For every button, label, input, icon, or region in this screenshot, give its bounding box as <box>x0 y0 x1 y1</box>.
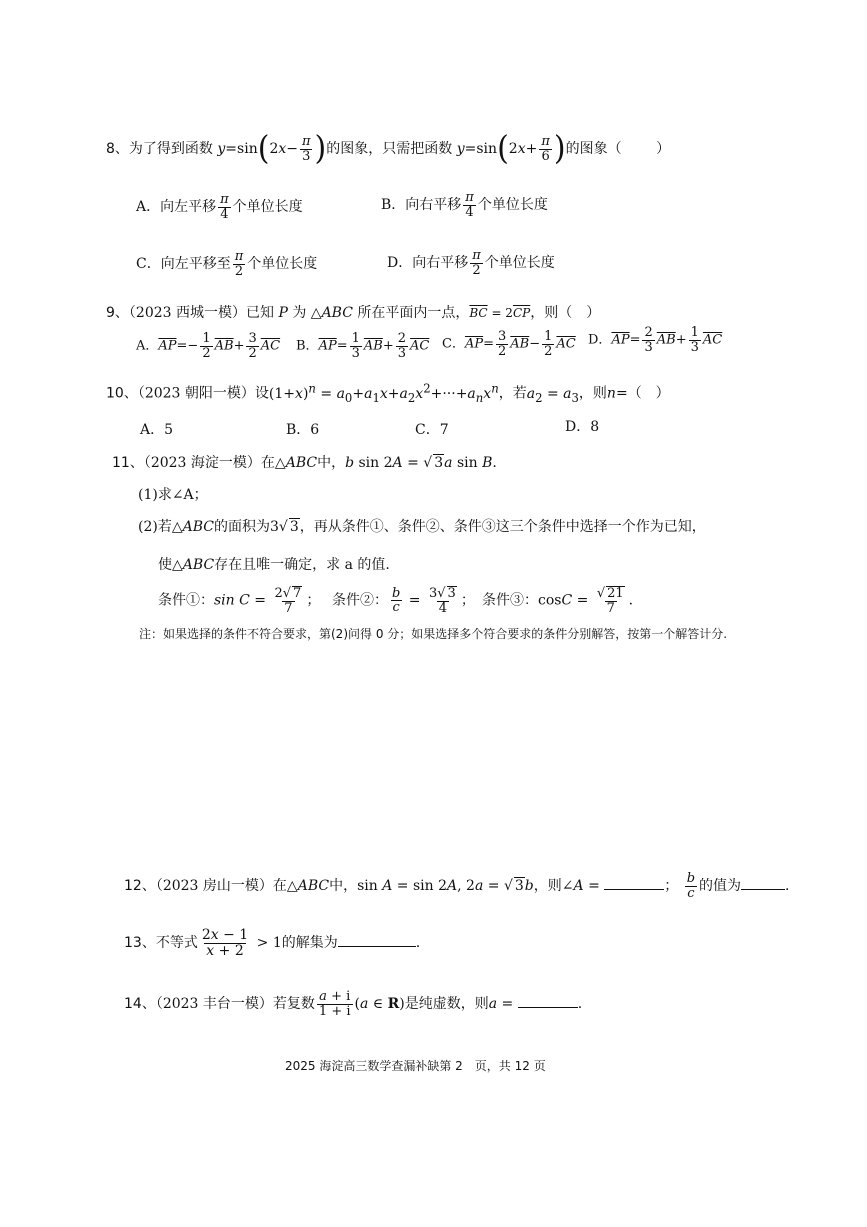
option-b <box>381 191 548 219</box>
question-text: 已知 <box>246 305 275 321</box>
fraction: $\frac{b}{c}$ <box>686 871 696 901</box>
option-c: C．7 <box>415 422 449 438</box>
condition-2: 条件②： $\frac{b}{c}$ = $\frac{3√ 3}{4}$ ； <box>332 585 475 616</box>
question-text: 设 <box>254 385 269 402</box>
option-c: C．$\overline{AP}=$ $\frac{3}{2}$ $\overline{AB}-$ $\frac{1}{2}$ $\overline{AC}$ <box>442 329 576 359</box>
question-text: 在 <box>260 455 275 471</box>
question-text: 的图象，只需把函数 <box>326 141 453 157</box>
formula: $a_2 = a_3$ <box>526 385 579 405</box>
formula: y=sin(2x+ $\frac{\pi}{6}$ ) <box>456 129 566 168</box>
option-b: B．$\overline{AP}=$ $\frac{1}{3}$ $\overline{AB}+$ $\frac{2}{3}$ $\overline{AC}$ <box>296 331 430 361</box>
answer-blank[interactable] <box>518 995 578 1008</box>
question-number: 12、 <box>124 878 156 895</box>
option-text: 个单位长度 <box>232 199 303 216</box>
answer-blank[interactable] <box>741 877 785 890</box>
question-number: 9、 <box>106 305 129 321</box>
formula: y=sin(2x− $\frac{\pi}{3}$ ) <box>217 129 327 168</box>
question-text: 的值为 <box>699 878 742 895</box>
question-text: (2)若 <box>138 519 172 535</box>
option-c <box>136 250 317 278</box>
option-b: B．6 <box>286 422 320 438</box>
question-text: ，则（ ） <box>530 305 601 321</box>
q11-part2: (2)若△ABC的面积为3√ 3，再从条件①、条件②、条件③这三个条件中选择一个作为已知， <box>138 519 706 535</box>
question-text: 为 <box>292 305 307 321</box>
option-label: C．向左平移至 <box>136 256 231 273</box>
question-text: 中， <box>317 455 346 471</box>
condition-label: 条件②： <box>332 592 388 609</box>
condition-label: 条件③： <box>482 592 538 609</box>
answer-paren: ） <box>656 141 671 157</box>
question-number: 11、 <box>112 455 144 471</box>
question-text: 是纯虚数，则 <box>404 996 489 1013</box>
fraction: $\frac{\pi}{2}$ <box>234 249 244 279</box>
question-11: 11、（2023 海淀一模）在△ABC中，b sin 2A = √ 3a sin B. <box>112 455 497 471</box>
question-text: 若复数 <box>272 996 315 1013</box>
condition-1: 条件①：sin C = $\frac{2√ 7}{7}$ ； <box>158 586 321 616</box>
option-a: A．$\overline{AP}=-$ $\frac{1}{2}$ $\overline{AB}+$ $\frac{3}{2}$ $\overline{AC}$ <box>136 331 281 361</box>
question-number: 13、 <box>124 935 156 952</box>
question-text: ，则 <box>533 878 562 895</box>
question-source: （2023 海淀一模） <box>143 455 261 471</box>
formula: $(1+x)^n = a_0+a_1x+a_2x^2+\cdot\cdot\cdot+a_nx^n$ <box>268 381 499 405</box>
question-13: 13、不等式 $\frac{2x - 1}{x + 2}$ > 1的解集为 . <box>124 927 421 959</box>
question-text: 在 <box>272 878 287 895</box>
question-10 <box>106 381 670 404</box>
option-text: 个单位长度 <box>247 256 318 273</box>
option-label: B．向右平移 <box>381 197 462 214</box>
fraction: $\frac{\pi}{2}$ <box>472 248 481 278</box>
question-source: （2023 丰台一模） <box>155 996 273 1013</box>
fraction: $\frac{\pi}{4}$ <box>220 192 229 222</box>
option-a: A．5 <box>140 422 174 438</box>
formula: sin A = sin 2A, 2a = √ 3b <box>357 878 534 895</box>
option-d <box>387 249 555 277</box>
option-label: D．向右平移 <box>387 255 469 272</box>
formula: $\overline{BC} = 2\overline{CP}$ <box>469 306 531 320</box>
formula: $\frac{a + i}{1 + i}$ (a ∈ R) <box>318 989 405 1019</box>
question-text: 不等式 <box>155 935 198 952</box>
question-number: 8、 <box>106 141 129 157</box>
question-text: ，再从条件①、条件②、条件③这三个条件中选择一个作为已知， <box>299 519 706 535</box>
formula: b sin 2A = √ 3a sin B. <box>345 455 497 471</box>
question-text: ，则 <box>578 385 607 402</box>
question-number: 14、 <box>124 996 156 1013</box>
question-text: 的面积为 <box>214 519 270 535</box>
option-d: D．8 <box>565 419 600 435</box>
question-9: 9、（2023 西城一模）已知 P 为 △ABC 所在平面内一点，$\overline{BC} = 2\overline{CP}$，则（ ） <box>106 305 601 321</box>
question-text: 为了得到函数 <box>128 141 213 157</box>
question-source: （2023 西城一模） <box>128 305 247 321</box>
question-text: 使 <box>158 557 172 573</box>
question-12: 12、（2023 房山一模）在△ABC中，sin A = sin 2A, 2a = √ 3b，则∠A = ； $\frac{b}{c}$ 的值为 . <box>124 871 790 901</box>
question-source: （2023 房山一模） <box>155 878 273 895</box>
option-text: 个单位长度 <box>484 255 555 272</box>
formula: $\frac{2x - 1}{x + 2}$ > 1 <box>201 927 282 959</box>
answer-paren: （ ） <box>627 385 670 402</box>
question-8 <box>106 129 671 168</box>
question-source: （2023 朝阳一模） <box>137 385 255 402</box>
answer-blank[interactable] <box>338 934 416 947</box>
option-d: D．$\overline{AP}=$ $\frac{2}{3}$ $\overline{AB}+$ $\frac{1}{3}$ $\overline{AC}$ <box>588 325 723 355</box>
option-label: A．向左平移 <box>136 199 217 216</box>
question-text: ，若 <box>498 385 527 402</box>
formula: n= <box>606 385 628 402</box>
page-footer: 2025 海淀高三数学查漏补缺第 2 页，共 12 页 <box>285 1059 546 1073</box>
condition-label: 条件①： <box>158 592 214 609</box>
question-text: ； <box>664 878 679 895</box>
q11-part1: (1)求∠A； <box>138 487 208 503</box>
question-text: 的图象（ <box>565 141 622 157</box>
question-number: 10、 <box>106 385 138 402</box>
question-text: 中， <box>329 878 358 895</box>
condition-3: 条件③：cosC = $\frac{√ 21}{7}$ . <box>482 586 634 616</box>
question-text: 的解集为 <box>281 935 338 952</box>
question-14: 14、（2023 丰台一模）若复数 $\frac{a + i}{1 + i}$ (a ∈ R)是纯虚数，则a = . <box>124 989 583 1019</box>
fraction: $\frac{\pi}{4}$ <box>465 190 474 220</box>
answer-blank[interactable] <box>604 877 664 890</box>
question-text: 所在平面内一点， <box>357 305 470 321</box>
option-a <box>136 193 303 221</box>
q11-note: 注：如果选择的条件不符合要求，第(2)问得 0 分；如果选择多个符合要求的条件分别解答，按第一个解答计分. <box>139 627 728 641</box>
question-text: 存在且唯一确定，求 a 的值. <box>214 557 390 573</box>
q11-part2-cont: 使△ABC存在且唯一确定，求 a 的值. <box>158 557 390 573</box>
option-text: 个单位长度 <box>477 197 548 214</box>
